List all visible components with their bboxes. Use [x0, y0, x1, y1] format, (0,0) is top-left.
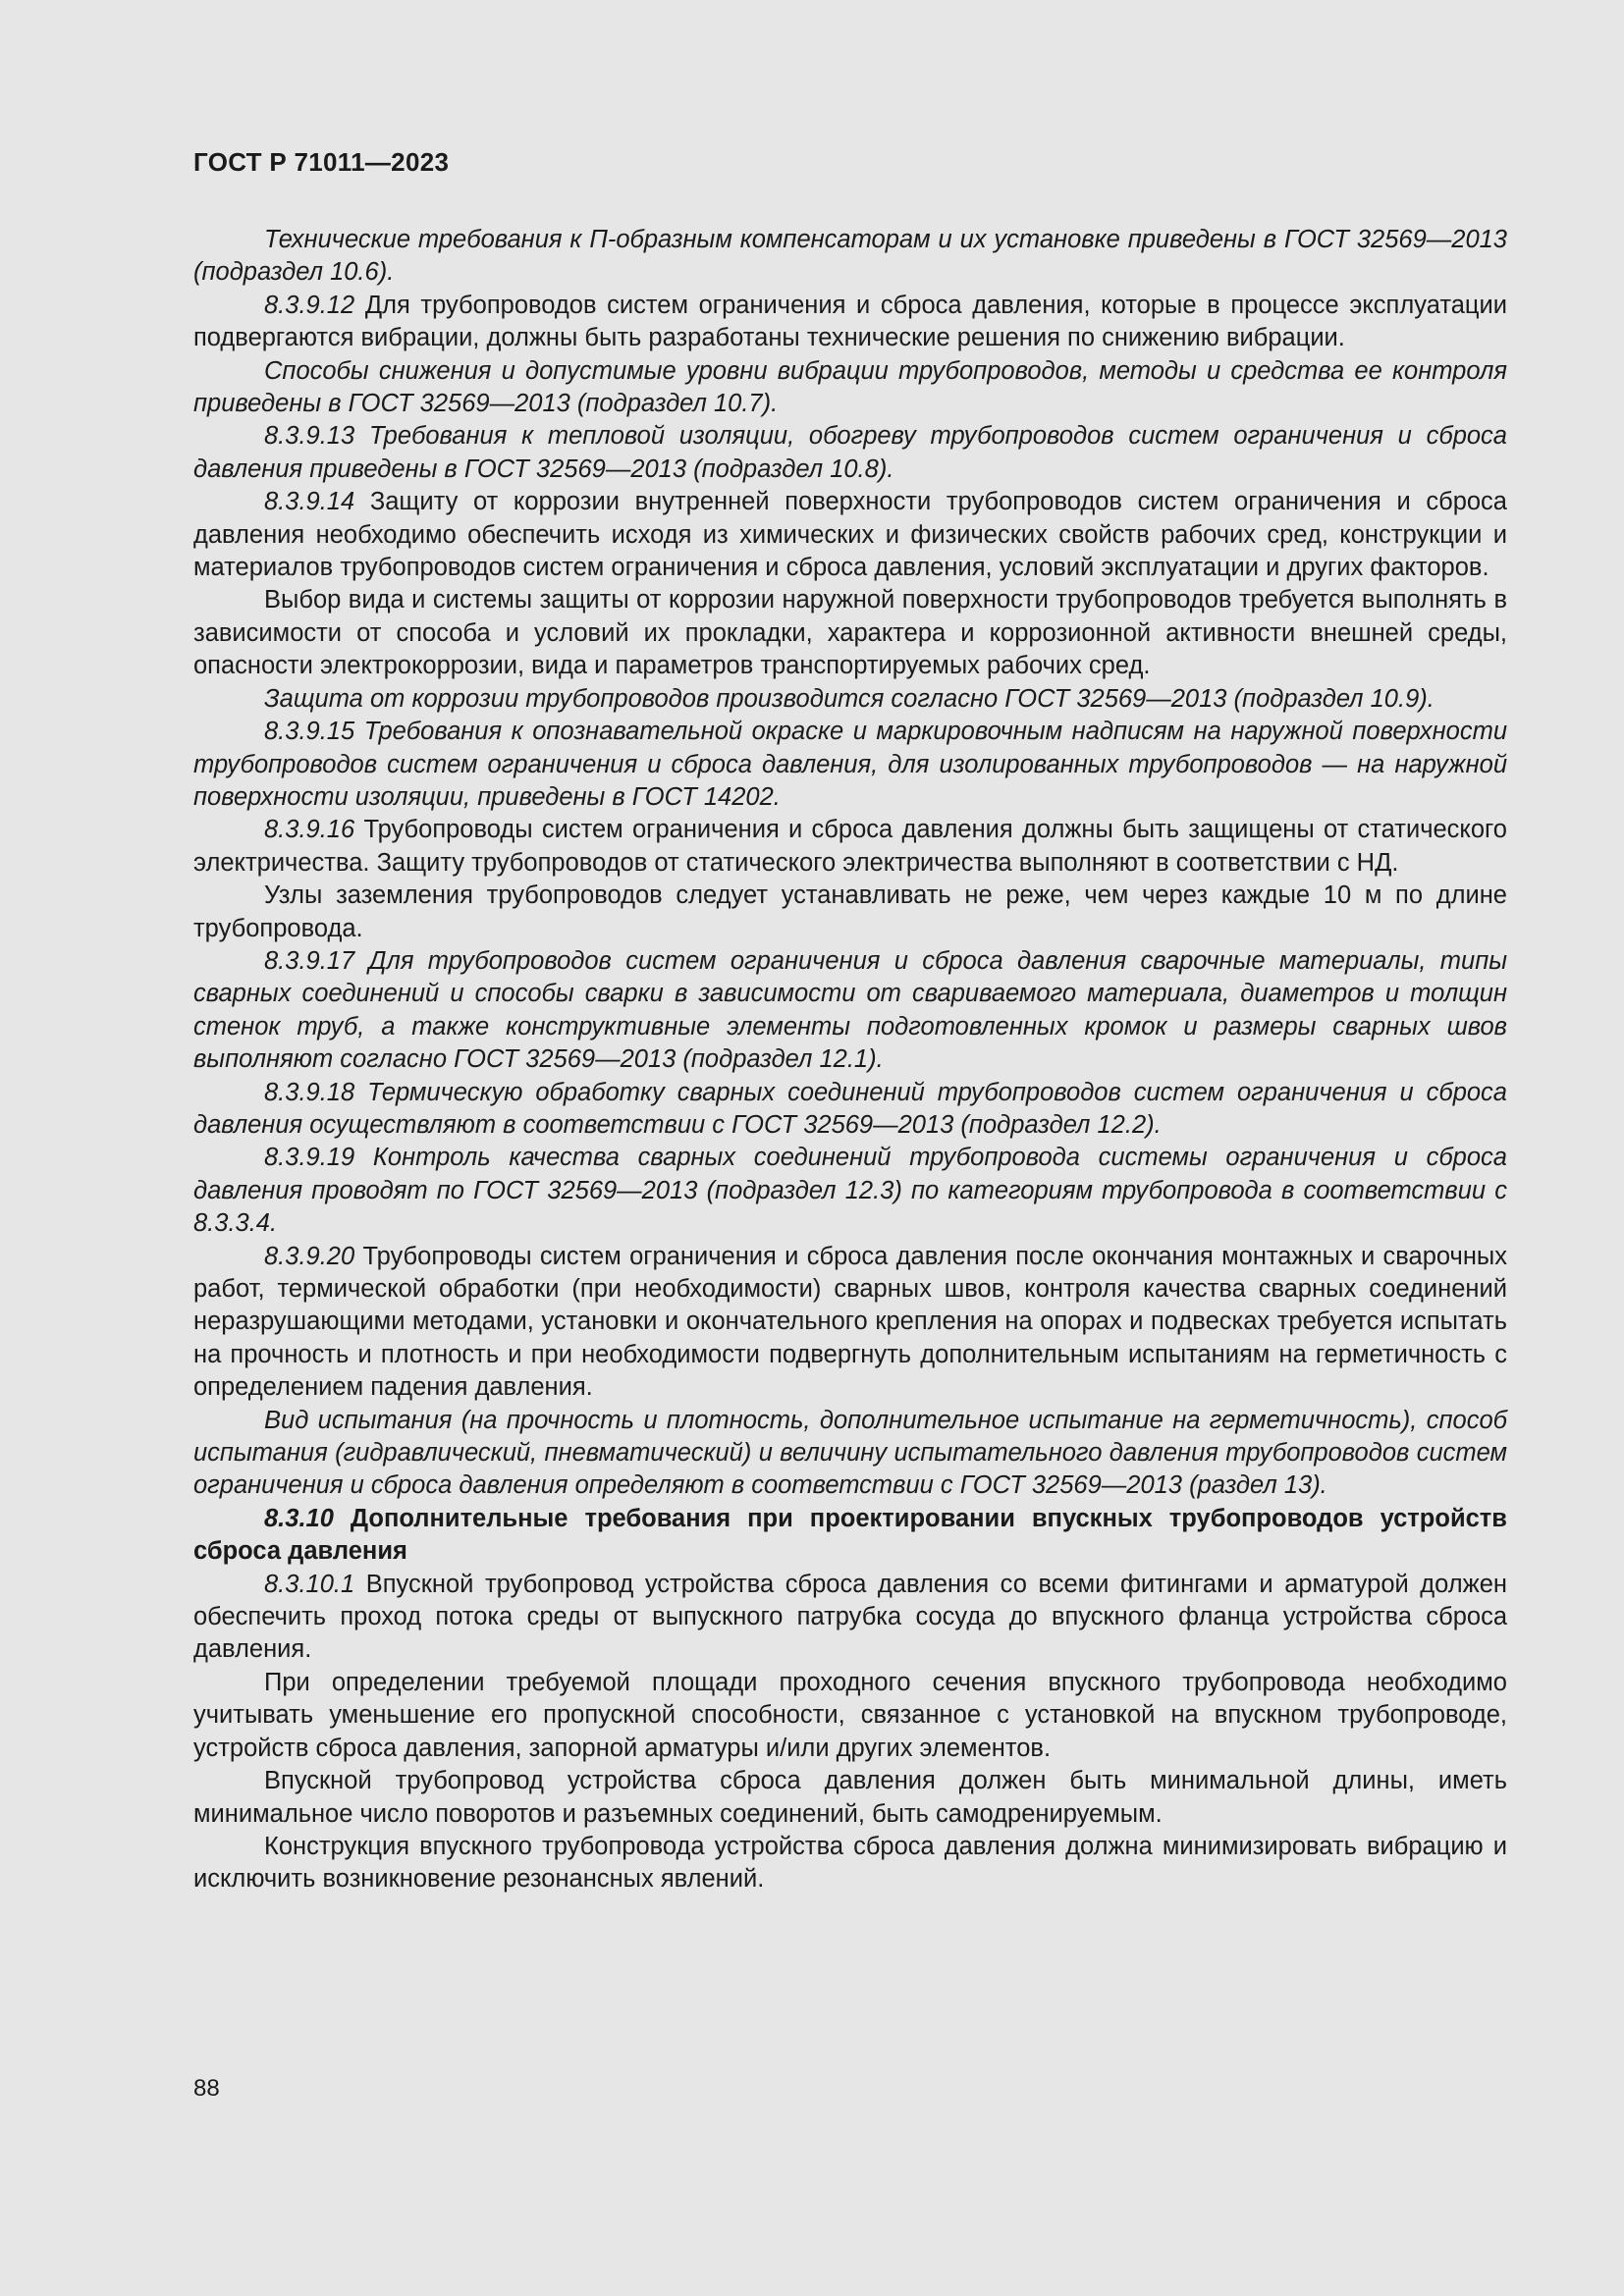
paragraph — [193, 584, 1507, 682]
paragraph-text: Выбор вида и системы защиты от коррозии наружной поверхности трубопроводов требуется выполнять в зависимости от способа и условий их прокладки, характера и коррозионной активности внешней среды, опасности электрокоррозии, вида и параметров транспортируемых рабочих сред. — [193, 586, 1507, 680]
paragraph-text: Узлы заземления трубопроводов следует устанавливать не реже, чем через каждые 10 м по длине трубопровода. — [193, 881, 1507, 942]
paragraph — [193, 1667, 1507, 1765]
paragraph — [193, 683, 1507, 716]
paragraph — [193, 1241, 1507, 1405]
paragraph-text: Термическую обработку сварных соединений трубопроводов систем ограничения и сброса давления осуществляют в соответствии с ГОСТ 32569—2013 (подраздел 12.2). — [193, 1078, 1507, 1139]
paragraph-text: Контроль качества сварных соединений трубопровода системы ограничения и сброса давления проводят по ГОСТ 32569—2013 (подраздел 12.3) по категориям трубопровода в соответствии с 8.3.3.4. — [193, 1144, 1507, 1238]
clause-number: 8.3.9.14 — [264, 488, 355, 516]
paragraph-text: Защита от коррозии трубопроводов производится согласно ГОСТ 32569—2013 (подраздел 10.9). — [264, 684, 1435, 713]
paragraph — [193, 1831, 1507, 1896]
clause-number: 8.3.9.19 — [264, 1144, 355, 1172]
paragraph — [193, 1405, 1507, 1503]
paragraph-text: Технические требования к П-образным компенсаторам и их установке приведены в ГОСТ 32569—2013 (подраздел 10.6). — [193, 226, 1507, 287]
paragraph — [193, 486, 1507, 584]
clause-number: 8.3.9.13 — [264, 422, 355, 451]
paragraph-text: Трубопроводы систем ограничения и сброса давления должны быть защищены от статического электричества. Защиту трубопроводов от статического электричества выполняют в соответствии с НД. — [193, 816, 1507, 877]
paragraph-text: Требования к опознавательной окраске и маркировочным надписям на наружной поверхности трубопроводов систем ограничения и сброса давления, для изолированных трубопроводов — на наружной поверхности изоляции, приведены в ГОСТ 14202. — [193, 718, 1508, 811]
paragraph — [193, 1142, 1507, 1240]
paragraph — [193, 1765, 1507, 1831]
clause-number: 8.3.9.15 — [264, 718, 355, 746]
paragraph-text: Способы снижения и допустимые уровни вибрации трубопроводов, методы и средства ее контроля приведены в ГОСТ 32569—2013 (подраздел 10.7). — [193, 356, 1507, 418]
paragraph — [193, 420, 1507, 486]
paragraph-text: Впускной трубопровод устройства сброса давления должен быть минимальной длины, иметь минимальное число поворотов и разъемных соединений, быть самодренируемым. — [193, 1767, 1507, 1828]
paragraph — [193, 355, 1507, 421]
clause-number: 8.3.9.16 — [264, 816, 355, 844]
clause-number: 8.3.9.20 — [264, 1242, 355, 1270]
clause-number: 8.3.9.17 — [264, 946, 355, 975]
paragraph-text: Защиту от коррозии внутренней поверхности трубопроводов систем ограничения и сброса давления необходимо обеспечить исходя из химических и физических свойств рабочих сред, конструкции и материалов трубопроводов систем ограничения и сброса давления, условий эксплуатации и других факторов. — [193, 488, 1507, 582]
clause-number: 8.3.9.12 — [264, 291, 355, 319]
paragraph — [193, 1569, 1507, 1667]
clause-number: 8.3.9.18 — [264, 1078, 355, 1106]
paragraph — [193, 224, 1507, 290]
section-number: 8.3.10 — [264, 1504, 334, 1532]
paragraph-text: Для трубопроводов систем ограничения и сброса давления, которые в процессе эксплуатации подвергаются вибрации, должны быть разработаны технические решения по снижению вибрации. — [193, 291, 1507, 352]
document-body — [193, 224, 1507, 1896]
page-number: 88 — [193, 2075, 220, 2102]
paragraph — [193, 945, 1507, 1077]
paragraph-text: Для трубопроводов систем ограничения и сброса давления сварочные материалы, типы сварных соединений и способы сварки в зависимости от свариваемого материала, диаметров и толщин стенок труб, а также конструктивные элементы подготовленных кромок и размеры сварных швов выполняют согласно ГОСТ 32569—2013 (подраздел 12.1). — [193, 946, 1507, 1074]
paragraph — [193, 880, 1507, 945]
paragraph — [193, 814, 1507, 880]
paragraph-text: Вид испытания (на прочность и плотность, дополнительное испытание на герметичность), способ испытания (гидравлический, пневматический) и величину испытательного давления трубопроводов систем ограничения и сброса давления определяют в соответствии с ГОСТ 32569—2013 (раздел 13). — [193, 1406, 1507, 1500]
clause-number: 8.3.10.1 — [264, 1570, 355, 1598]
paragraph-text: Трубопроводы систем ограничения и сброса давления после окончания монтажных и сварочных работ, термической обработки (при необходимости) сварных швов, контроля качества сварных соединений неразрушающими методами, установки и окончательного крепления на опорах и подвесках требуется испытать на прочность и плотность и при необходимости подвергнуть дополнительным испытаниям на герметичность с определением падения давления. — [193, 1242, 1507, 1402]
paragraph — [193, 1077, 1507, 1143]
document-header-title: ГОСТ Р 71011—2023 — [193, 147, 450, 177]
paragraph-text: Впускной трубопровод устройства сброса давления со всеми фитингами и арматурой должен обеспечить проход потока среды от выпускного патрубка сосуда до впускного фланца устройства сброса давления. — [193, 1570, 1507, 1664]
paragraph-text: Конструкция впускного трубопровода устройства сброса давления должна минимизировать вибрацию и исключить возникновение резонансных явлений. — [193, 1832, 1507, 1894]
paragraph-text: При определении требуемой площади проходного сечения впускного трубопровода необходимо учитывать уменьшение его пропускной способности, связанное с установкой на впускном трубопроводе, устройств сброса давления, запорной арматуры и/или других элементов. — [193, 1668, 1507, 1762]
paragraph — [193, 716, 1507, 814]
paragraph — [193, 290, 1507, 355]
section-heading — [193, 1503, 1507, 1569]
section-heading-text: Дополнительные требования при проектировании впускных трубопроводов устройств сброса давления — [193, 1504, 1507, 1566]
paragraph-text: Требования к тепловой изоляции, обогреву трубопроводов систем ограничения и сброса давления приведены в ГОСТ 32569—2013 (подраздел 10.8). — [193, 422, 1507, 483]
